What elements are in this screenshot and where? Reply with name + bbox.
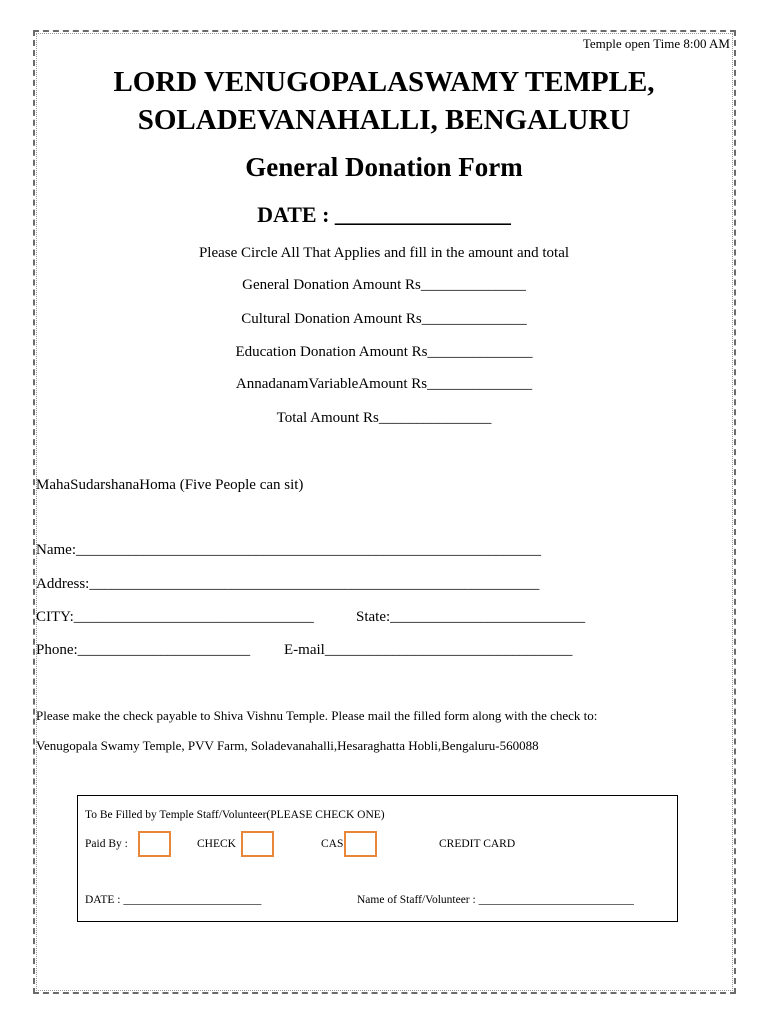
mailing-address: Venugopala Swamy Temple, PVV Farm, Soladevanahalli,Hesaraghatta Hobli,Bengaluru-560088 bbox=[36, 738, 539, 753]
credit-card-label: CREDIT CARD bbox=[439, 838, 516, 850]
homa-option[interactable]: MahaSudarshanaHoma (Five People can sit) bbox=[36, 477, 304, 493]
staff-name-field[interactable]: Name of Staff/Volunteer : ___________________________ bbox=[357, 894, 634, 906]
total-amount[interactable]: Total Amount Rs_______________ bbox=[276, 410, 492, 426]
city-field[interactable]: CITY:________________________________ bbox=[36, 609, 314, 625]
cash-checkbox[interactable] bbox=[241, 831, 274, 857]
education-donation-amount[interactable]: Education Donation Amount Rs______________ bbox=[235, 344, 533, 360]
annadanam-amount[interactable]: AnnadanamVariableAmount Rs______________ bbox=[235, 376, 533, 392]
address-field[interactable]: Address:____________________________________________________________ bbox=[36, 576, 540, 592]
state-field[interactable]: State:__________________________ bbox=[356, 609, 586, 625]
check-checkbox[interactable] bbox=[138, 831, 171, 857]
cash-label: CAS bbox=[321, 838, 344, 850]
temple-title-line2: SOLADEVANAHALLI, BENGALURU bbox=[137, 104, 631, 136]
temple-title-line1: LORD VENUGOPALASWAMY TEMPLE, bbox=[113, 66, 655, 98]
paid-by-label: Paid By : bbox=[85, 838, 128, 850]
payable-note: Please make the check payable to Shiva Vishnu Temple. Please mail the filled form along with the check to: bbox=[36, 708, 598, 723]
phone-field[interactable]: Phone:_______________________ bbox=[36, 642, 251, 658]
form-title: General Donation Form bbox=[245, 152, 523, 182]
email-field[interactable]: E-mail_________________________________ bbox=[284, 642, 573, 658]
credit-card-checkbox[interactable] bbox=[344, 831, 377, 857]
cultural-donation-amount[interactable]: Cultural Donation Amount Rs______________ bbox=[241, 311, 527, 327]
staff-date-field[interactable]: DATE : ________________________ bbox=[85, 894, 262, 906]
donation-instruction: Please Circle All That Applies and fill in the amount and total bbox=[198, 245, 570, 261]
temple-open-time: Temple open Time 8:00 AM bbox=[582, 36, 730, 51]
check-label: CHECK bbox=[197, 838, 236, 850]
staff-section bbox=[77, 795, 678, 922]
staff-section-heading: To Be Filled by Temple Staff/Volunteer(PLEASE CHECK ONE) bbox=[85, 809, 385, 821]
name-field[interactable]: Name:______________________________________________________________ bbox=[36, 542, 541, 558]
date-field[interactable]: DATE : ________________ bbox=[257, 202, 511, 227]
general-donation-amount[interactable]: General Donation Amount Rs______________ bbox=[242, 277, 526, 293]
